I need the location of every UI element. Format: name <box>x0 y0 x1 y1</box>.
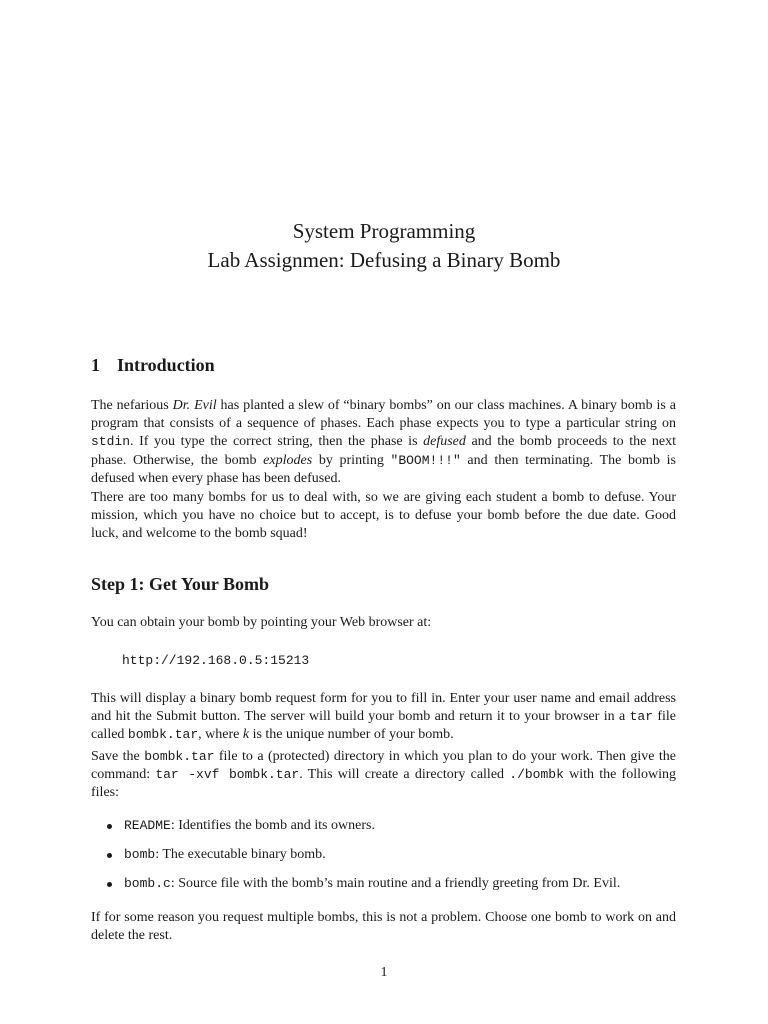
k-variable: k <box>242 727 250 743</box>
stdin-code: stdin <box>91 434 131 450</box>
bombk-tar-code: bombk.tar <box>127 727 199 743</box>
bombk-tar-code: bombk.tar <box>144 749 215 764</box>
bullet-icon <box>107 824 112 829</box>
boom-code: "BOOM!!!" <box>390 452 461 468</box>
step1-paragraph-3: Save the bombk.tar file to a (protected) directory in which you plan to do your work. Then give the command: tar -xvf bombk.tar. This will create a directory called ./bombk with the following files: <box>91 749 676 801</box>
bullet-icon <box>107 853 112 858</box>
section-title: Introduction <box>117 355 215 375</box>
intro-paragraph-1: The nefarious Dr. Evil has planted a slew of “binary bombs” on our class machines. A binary bomb is a program that consists of a sequence of phases. Each phase expects you to type a particular string on stdin. If you type the correct string, then the phase is defused and the bomb proceeds to the next phase. Otherwise, the bomb explodes by printing "BOOM!!!" and then terminating. The bomb is defused when every phase has been defused. <box>91 398 676 486</box>
tar-code: tar <box>629 709 653 725</box>
bombk-dir-code: ./bombk <box>509 767 564 783</box>
document-title <box>0 217 768 275</box>
step1-paragraph-4: If for some reason you request multiple bombs, this is not a problem. Choose one bomb to work on and delete the rest. <box>91 910 676 944</box>
intro-paragraph-2: There are too many bombs for us to deal with, so we are giving each student a bomb to defuse. Your mission, which you have no choice but to accept, is to defuse your bomb before the due date. Good luck, and welcome to the bomb squad! <box>91 490 676 542</box>
file-name: README <box>124 818 171 833</box>
step1-paragraph-2: This will display a binary bomb request form for you to fill in. Enter your user name and email address and hit the Submit button. The server will build your bomb and return it to your browser in a tar file called bombk.tar, where k is the unique number of your bomb. <box>91 691 677 743</box>
section-heading-step1: Step 1: Get Your Bomb <box>91 574 270 594</box>
file-name: bomb.c <box>124 876 171 891</box>
list-item <box>106 875 676 904</box>
file-description: : Identifies the bomb and its owners. <box>170 818 375 833</box>
dr-evil-name: Dr. Evil <box>172 398 217 413</box>
bullet-icon <box>107 882 112 887</box>
bomb-files-list <box>106 817 676 904</box>
defused-term: defused <box>423 434 466 450</box>
file-description: : The executable binary bomb. <box>155 847 326 862</box>
title-line-assignment: Lab Assignmen: Defusing a Binary Bomb <box>207 248 561 272</box>
page-number: 1 <box>380 965 388 980</box>
title-line-course: System Programming <box>292 219 476 243</box>
list-item <box>106 846 676 875</box>
step1-paragraph-1: You can obtain your bomb by pointing your Web browser at: <box>91 615 432 630</box>
list-item <box>106 817 676 846</box>
section-number: 1 <box>91 355 100 375</box>
explodes-term: explodes <box>263 452 313 468</box>
file-name: bomb <box>124 847 156 862</box>
file-description: : Source file with the bomb’s main routine and a friendly greeting from Dr. Evil. <box>170 876 621 891</box>
tar-command-code: tar -xvf bombk.tar <box>155 767 300 783</box>
bomb-server-url: http://192.168.0.5:15213 <box>122 653 310 668</box>
section-heading-introduction <box>91 354 215 376</box>
